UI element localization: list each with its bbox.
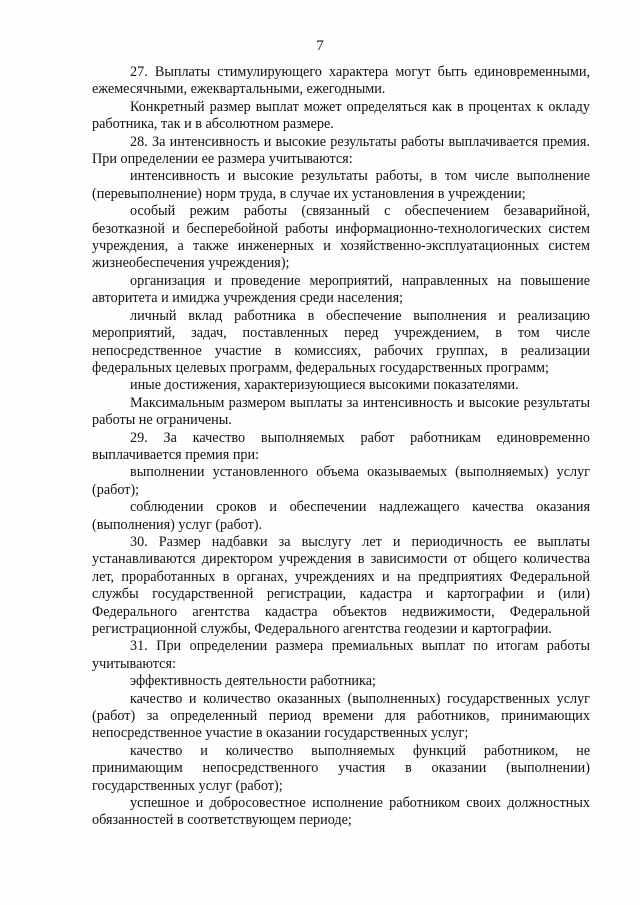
paragraph: иные достижения, характеризующиеся высокими показателями. bbox=[130, 377, 519, 394]
paragraph: Конкретный размер выплат может определяться как в процентах к окладу работника, так и в абсолютном размере. bbox=[92, 98, 590, 133]
document-body bbox=[92, 64, 590, 830]
paragraph: выполнении установленного объема оказываемых (выполняемых) услуг (работ); bbox=[92, 464, 590, 498]
paragraph: 30. Размер надбавки за выслугу лет и периодичность ее выплаты устанавливаются директором учреждения в зависимости от общего количества лет, проработанных в органах, учреждениях и на предприятиях Федеральной службы государственной регистрации, кадастра и картографии и (или) Федерального агентства кадастра объектов недвижимости, Федеральной регистрационной службы, Федерального агентства геодезии и картографии. bbox=[92, 533, 590, 637]
paragraph: 31. При определении размера премиальных выплат по итогам работы учитываются: bbox=[92, 638, 590, 672]
paragraph: эффективность деятельности работника; bbox=[130, 673, 376, 690]
paragraph: личный вклад работника в обеспечение выполнения и реализацию мероприятий, задач, поставленных перед учреждением, в том числе непосредственное участие в комиссиях, рабочих группах, в реализации федеральных целевых программ, федеральных государственных программ; bbox=[92, 307, 590, 376]
paragraph: организация и проведение мероприятий, направленных на повышение авторитета и имиджа учреждения среди населения; bbox=[92, 272, 590, 307]
paragraph: 29. За качество выполняемых работ работникам единовременно выплачивается премия при: bbox=[92, 429, 590, 463]
paragraph: 27. Выплаты стимулирующего характера могут быть единовременными, ежемесячными, ежеквартальными, ежегодными. bbox=[92, 64, 590, 98]
paragraph: успешное и добросовестное исполнение работником своих должностных обязанностей в соответствующем периоде; bbox=[92, 795, 590, 829]
paragraph: соблюдении сроков и обеспечении надлежащего качества оказания (выполнения) услуг (работ). bbox=[92, 499, 590, 533]
paragraph: качество и количество оказанных (выполненных) государственных услуг (работ) за определенный период времени для работников, принимающих непосредственное участие в оказании государственных услуг; bbox=[92, 690, 590, 742]
paragraph: 28. За интенсивность и высокие результаты работы выплачивается премия. При определении ее размера учитываются: bbox=[92, 133, 590, 168]
paragraph: Максимальным размером выплаты за интенсивность и высокие результаты работы не ограничены. bbox=[92, 394, 590, 429]
paragraph: особый режим работы (связанный с обеспечением безаварийной, безотказной и бесперебойной работы информационно-технологических систем учреждения, а также инженерных и хозяйственно-эксплуатационных систем жизнеобеспечения учреждения); bbox=[92, 203, 590, 272]
paragraph: интенсивность и высокие результаты работы, в том числе выполнение (перевыполнение) норм труда, в случае их установления в учреждении; bbox=[92, 168, 590, 202]
page-number: 7 bbox=[316, 38, 324, 54]
paragraph: качество и количество выполняемых функций работником, не принимающим непосредственного участия в оказании (выполнении) государственных услуг (работ); bbox=[92, 742, 590, 794]
